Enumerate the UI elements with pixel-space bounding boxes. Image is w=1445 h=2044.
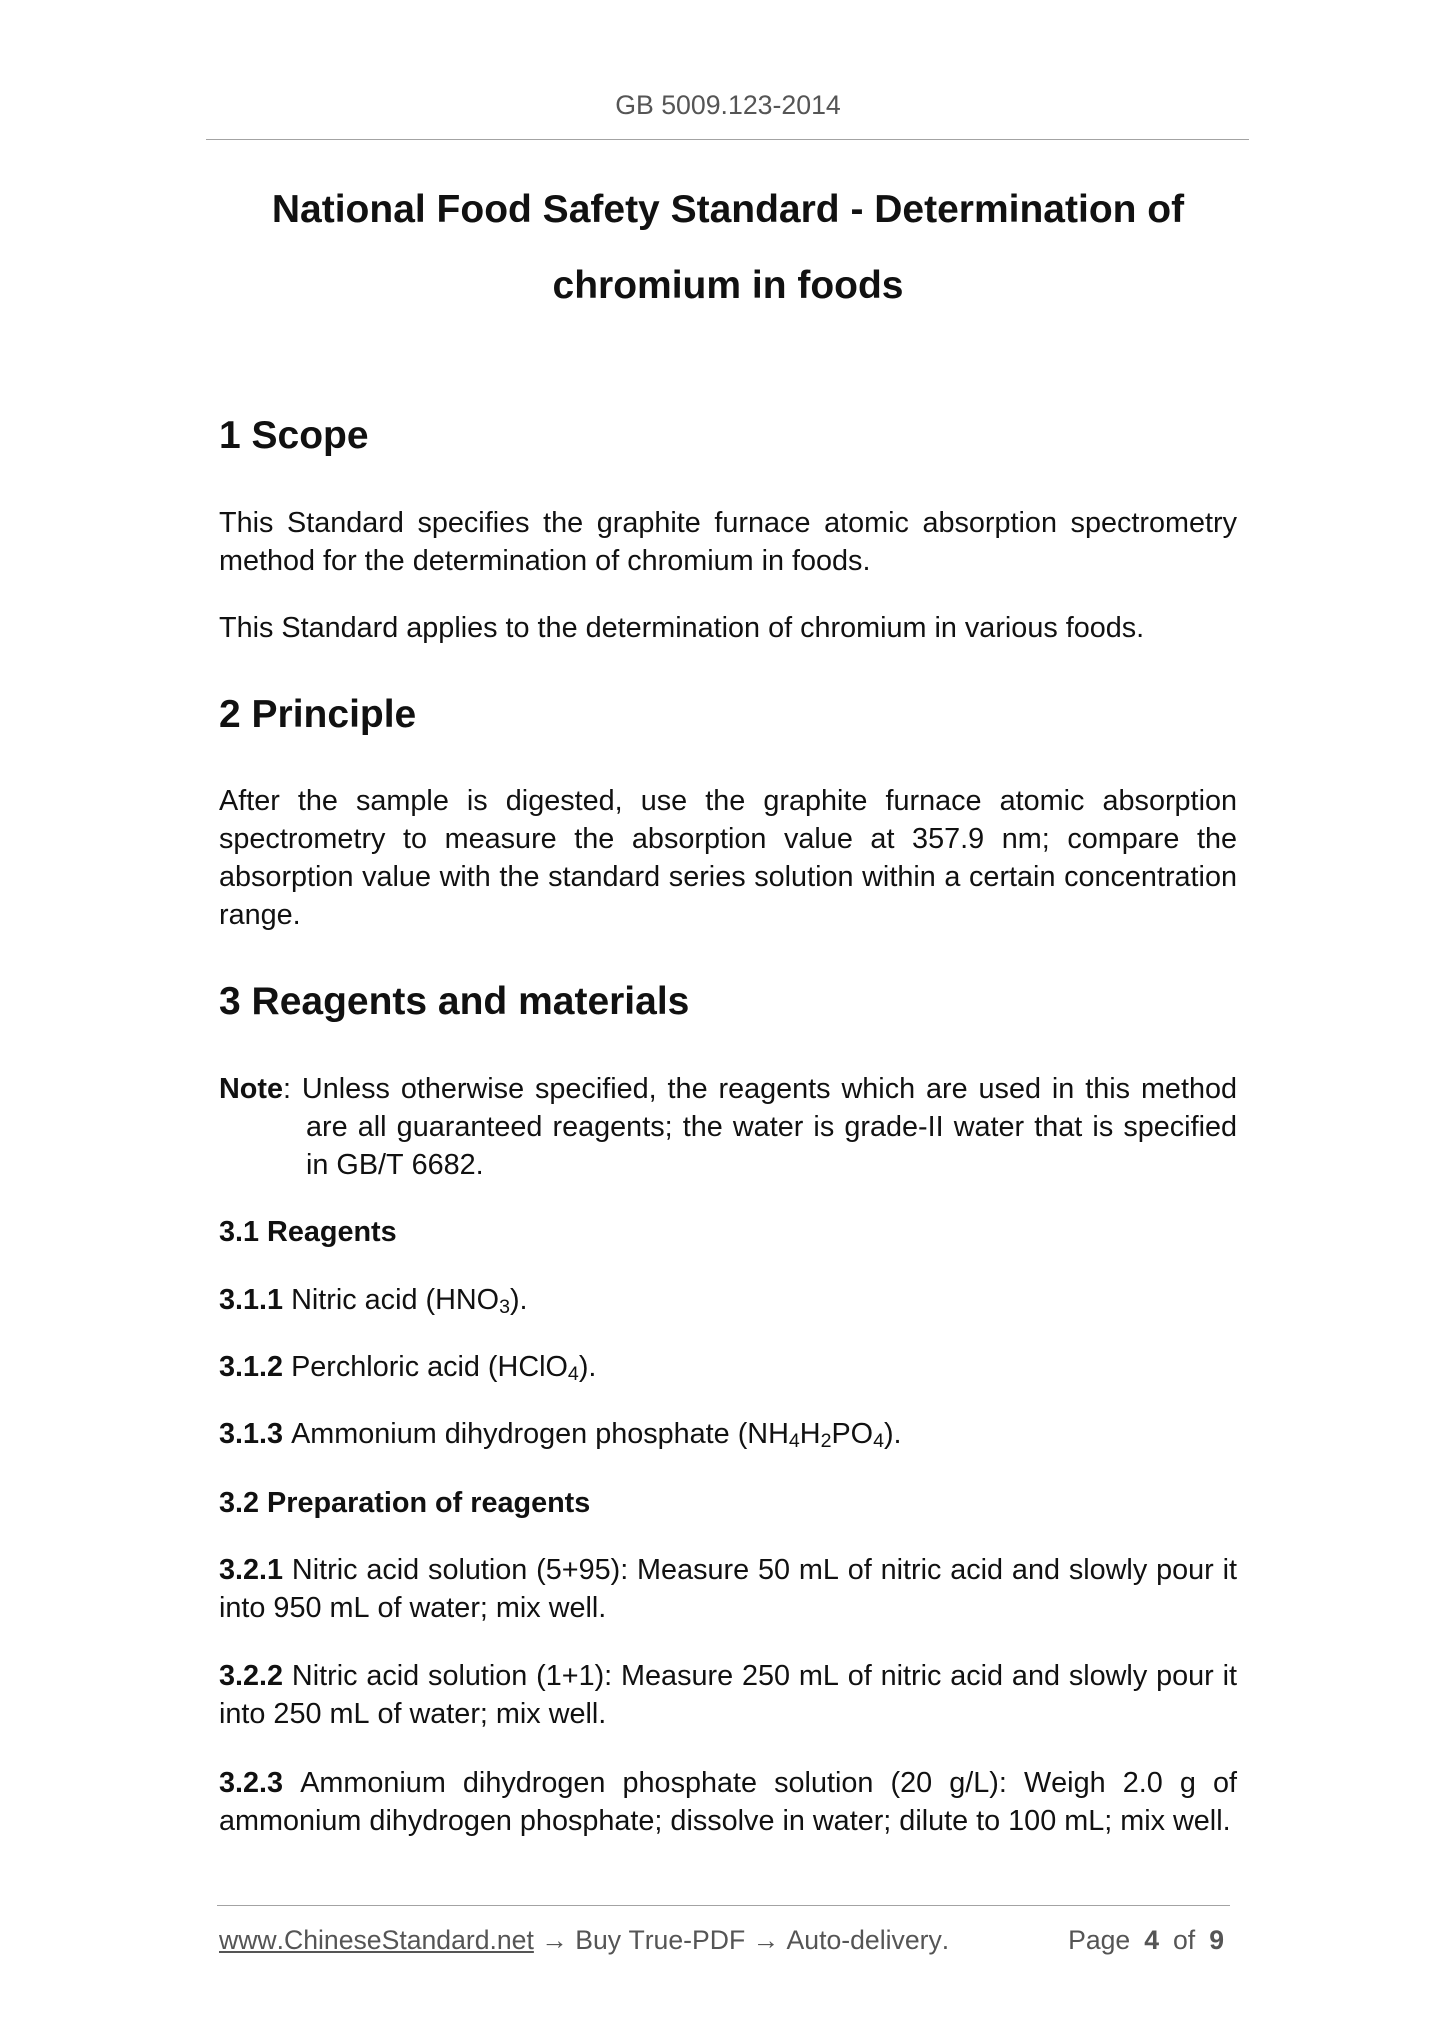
document-title: National Food Safety Standard - Determination of chromium in foods bbox=[271, 188, 1185, 307]
section-2-heading: 2 Principle bbox=[219, 693, 417, 736]
note-paragraph bbox=[219, 1070, 1237, 1184]
reagent-name: Ammonium dihydrogen phosphate (NH bbox=[291, 1418, 789, 1450]
formula-subscript: 3 bbox=[499, 1295, 510, 1318]
reagent-item-3-1-1 bbox=[219, 1281, 1237, 1319]
reagent-name-tail: ). bbox=[509, 1284, 528, 1316]
total-pages-number: 9 bbox=[1209, 1925, 1224, 1955]
reagent-name-tail: ). bbox=[578, 1351, 597, 1383]
reagent-item-3-1-2 bbox=[219, 1348, 1237, 1386]
section-1-heading: 1 Scope bbox=[219, 414, 369, 457]
formula-subscript: 4 bbox=[873, 1429, 884, 1452]
page-indicator bbox=[1068, 1924, 1224, 1956]
principle-paragraph: After the sample is digested, use the graphite furnace atomic absorption spectrometry to measure the absorption value at 357.9 nm; compare the absorption value with the standard series solution within a certain concentration range. bbox=[219, 785, 1237, 931]
current-page-number: 4 bbox=[1144, 1925, 1160, 1955]
subsection-3-1-heading: 3.1 Reagents bbox=[219, 1216, 397, 1248]
preparation-text: Nitric acid solution (1+1): Measure 250 mL of nitric acid and slowly pour it into 250 mL of water; mix well. bbox=[219, 1660, 1237, 1730]
page-label: Page bbox=[1068, 1925, 1131, 1955]
clause-number: 3.1.1 bbox=[219, 1284, 284, 1316]
reagent-name: Nitric acid (HNO bbox=[291, 1284, 500, 1316]
subsection-3-2-heading: 3.2 Preparation of reagents bbox=[219, 1487, 591, 1519]
note-label: Note bbox=[219, 1073, 283, 1105]
formula-subscript: 4 bbox=[567, 1362, 579, 1385]
page-of-label: of bbox=[1173, 1925, 1196, 1955]
clause-number: 3.2.2 bbox=[219, 1660, 284, 1692]
formula-segment: H bbox=[799, 1418, 821, 1450]
formula-segment: PO bbox=[831, 1418, 874, 1450]
running-header-standard-code: GB 5009.123-2014 bbox=[615, 90, 841, 120]
preparation-text: Ammonium dihydrogen phosphate solution (20 g/L): Weigh 2.0 g of ammonium dihydrogen phosphate; dissolve in water; dilute to 100 mL; mix well. bbox=[219, 1767, 1237, 1837]
note-text: : Unless otherwise specified, the reagents which are used in this method are all guaranteed reagents; the water is grade-II water that is specified in GB/T 6682. bbox=[283, 1073, 1237, 1181]
clause-number: 3.1.3 bbox=[219, 1418, 284, 1450]
preparation-item-3-2-2 bbox=[219, 1657, 1237, 1733]
footer-promo bbox=[219, 1924, 949, 1956]
reagent-item-3-1-3 bbox=[219, 1415, 1237, 1453]
reagent-name: Perchloric acid (HClO bbox=[291, 1351, 568, 1383]
preparation-item-3-2-3 bbox=[219, 1764, 1237, 1840]
scope-paragraph-1: This Standard specifies the graphite furnace atomic absorption spectrometry method for the determination of chromium in foods. bbox=[219, 507, 1237, 577]
formula-subscript: 4 bbox=[788, 1429, 800, 1452]
preparation-item-3-2-1 bbox=[219, 1551, 1237, 1627]
clause-number: 3.2.3 bbox=[219, 1767, 284, 1799]
header-divider bbox=[206, 139, 1249, 140]
clause-number: 3.1.2 bbox=[219, 1351, 284, 1383]
footer-tagline: → Buy True-PDF → Auto-delivery. bbox=[541, 1925, 950, 1955]
clause-number: 3.2.1 bbox=[219, 1554, 284, 1586]
footer-divider bbox=[217, 1905, 1230, 1906]
preparation-text: Nitric acid solution (5+95): Measure 50 mL of nitric acid and slowly pour it into 950 mL of water; mix well. bbox=[219, 1554, 1237, 1624]
scope-paragraph-2: This Standard applies to the determination of chromium in various foods. bbox=[219, 612, 1145, 644]
section-3-heading: 3 Reagents and materials bbox=[219, 980, 690, 1023]
website-link[interactable]: www.ChineseStandard.net bbox=[219, 1925, 534, 1955]
reagent-name-tail: ). bbox=[883, 1418, 902, 1450]
formula-subscript: 2 bbox=[820, 1429, 832, 1452]
